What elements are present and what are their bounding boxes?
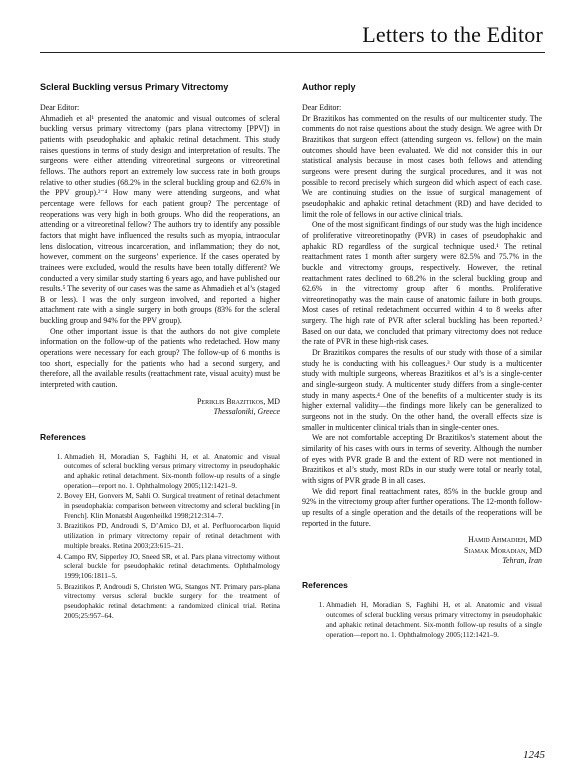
section-title: Letters to the Editor (362, 22, 543, 47)
reference-item: 3. Brazitikos PD, Androudi S, D’Amico DJ, et al. Perfluorocarbon liquid utilization in primary vitrectomy repair of retinal detachment with multiple breaks. Retina 2003;23:615–21. (64, 521, 280, 550)
reply-title: Author reply (302, 82, 356, 92)
author-name: Periklis Brazitikos, MD (197, 396, 280, 406)
salutation: Dear Editor: (40, 103, 80, 112)
reference-list (40, 452, 280, 621)
reference-item: 5. Brazitikos P, Androudi S, Christen WG, Stangos NT. Primary pars-plana vitrectomy versus scleral buckle surgery for the treatment of pseudophakic retinal detachment: a randomized clinical trial. Retina 2005;25:957–64. (64, 582, 280, 621)
reference-list (302, 600, 542, 639)
page-number: 1245 (523, 749, 545, 761)
paragraph: One other important issue is that the authors do not give complete information on the follow-up of the patients who redetached. How many operations were necessary for each group? The follow-up of 6 months is too short, especially for the patients who had a second surgery, and therefore, all the available results (reattachment rate, visual acuity) must be interpreted with caution. (40, 326, 280, 390)
paragraph: Ahmadieh et al¹ presented the anatomic and visual outcomes of scleral buckling versus primary vitrectomy (pars plana vitrectomy [PPV]) in patients with pseudophakic and aphakic retinal detachment. This study raises questions in terms of study design and interpretation of results. The surgeons were either attending vitreoretinal surgeons or vitreoretinal fellows. The authors report an extremely low success rate in both groups relative to other studies (68.2% in the scleral buckling group and 62.6% in the PPV group).²⁻⁴ How many were attending surgeons, and what percentage were fellows for each patient group? The percentage of reoperations was very high in both groups. Who did the reoperations, an attending or a vitreoretinal fellow? The authors try to identify any possible factors that might have influenced the results such as myopia, intraocular lens dislocation, vitreous incarceration, and inflammation; they do not, however, comment on the surgeons’ experience. If the cases operated by trainees were excluded, would the results have been totally different? We conducted a very similar study starting 6 years ago, and have published our results.⁵ The severity of our cases was the same as Ahmadieh et al’s (staged B or less). I was the only surgeon involved, and reported a higher attachment rate with a single surgery in both groups (83% for the scleral buckling group and 94% for the PPV group). (40, 113, 280, 326)
paragraph: One of the most significant findings of our study was the high incidence of proliferative vitreoretinopathy (PVR) in cases of pseudophakic and aphakic RD regardless of the surgical technique used.¹ The retinal reattachment rates 1 month after surgery were 82.5% and 75.7% in the buckle and vitrectomy groups, respectively. However, the retinal reattachment rates declined to 68.2% in the scleral buckling group and 62.6% in the vitrectomy group after 6 months. Proliferative vitreoretinopathy was the main cause of anatomic failure in both groups. Most cases of retinal redetachment occurred within 4 to 8 weeks after surgery. The high rate of PVR after scleral buckling has been reported.² Based on our data, we concluded that primary vitrectomy does not reduce the rate of PVR in these high-risk cases. (302, 220, 542, 347)
author-location: Thessaloniki, Greece (213, 407, 280, 417)
author-name: Siamak Moradian, MD (463, 545, 542, 555)
references-heading: References (40, 431, 86, 442)
header-rule (40, 52, 545, 53)
paragraph: We did report final reattachment rates, 85% in the buckle group and 92% in the vitrectomy group after further operations. The 12-month follow-up results of a single operation and the details of the reoperations will be reported in the future. (302, 486, 542, 528)
paragraph: We are not comfortable accepting Dr Brazitikos’s statement about the similarity of his cases with ours in terms of severity. Although the number of eyes with PVR grade B and the extent of RD were not mentioned in Brazitikos et al’s study, most RDs in our study were total or nearly total, with signs of PVR grade B in all cases. (302, 433, 542, 485)
reference-item: 1. Ahmadieh H, Moradian S, Faghihi H, et al. Anatomic and visual outcomes of scleral buckling versus primary vitrectomy in pseudophakic and aphakic retinal detachment. Six-month follow-up results of a single operation—report no. 1. Ophthalmology 2005;112:1421–9. (326, 600, 542, 639)
paragraph: Dr Brazitikos has commented on the results of our multicenter study. The comments do not raise questions about the study design. We agree with Dr Brazitikos that surgeon effect (attending surgeon vs. fellow) on the main outcomes should have been evaluated. We did not consider this in our statistical analysis because in most cases both fellows and attending surgeons were present during the surgical procedures, and it was not possible to record precisely which surgeon did which aspect of each case. We are continuing studies on the issue of surgical management of pseudophakic and aphakic retinal detachment (RD) and have decided to limit the role of fellows in our active clinical trials. (302, 113, 542, 219)
reply-body (302, 103, 542, 529)
left-column (40, 82, 280, 621)
salutation: Dear Editor: (302, 103, 342, 112)
paragraph: Dr Brazitikos compares the results of our study with those of a similar study he is conducting with his colleagues.³ Our study is a multicenter study with multiple surgeons, whereas Brazitikos et al’s is a single-center and single-surgeon study. A multicenter study differs from a single-center study in many aspects.⁴ One of the benefits of a multicenter study is its higher external validity—the findings more likely can be generalized to surgeons not in the study. On the other hand, the overall effects size is smaller in multicenter clinical trials than in single-center ones. (302, 348, 542, 432)
reference-item: 2. Bovey EH, Gonvers M, Sahli O. Surgical treatment of retinal detachment in pseudophakia: comparison between vitrectomy and scleral buckling [in French]. Klin Monatsbl Augenheilkd 1998;212:314–7. (64, 491, 280, 520)
references-heading: References (302, 580, 348, 591)
author-location: Tehran, Iran (502, 556, 542, 566)
letter-title: Scleral Buckling versus Primary Vitrectomy (40, 82, 229, 92)
reference-item: 1. Ahmadieh H, Moradian S, Faghihi H, et al. Anatomic and visual outcomes of scleral buckling versus primary vitrectomy in pseudophakic and aphakic retinal detachment. Six-month follow-up results of a single operation—report no. 1. Ophthalmology 2005;112:1421–9. (64, 452, 280, 491)
right-column (302, 82, 542, 640)
reference-item: 4. Campo RV, Sipperley JO, Sneed SR, et al. Pars plana vitrectomy without scleral buckle for pseudophakic retinal detachments. Ophthalmology 1999;106:1811–5. (64, 552, 280, 581)
letter-body (40, 103, 280, 391)
reply-signature (302, 535, 542, 566)
author-name: Hamid Ahmadieh, MD (468, 535, 542, 545)
letter-signature (40, 397, 280, 418)
